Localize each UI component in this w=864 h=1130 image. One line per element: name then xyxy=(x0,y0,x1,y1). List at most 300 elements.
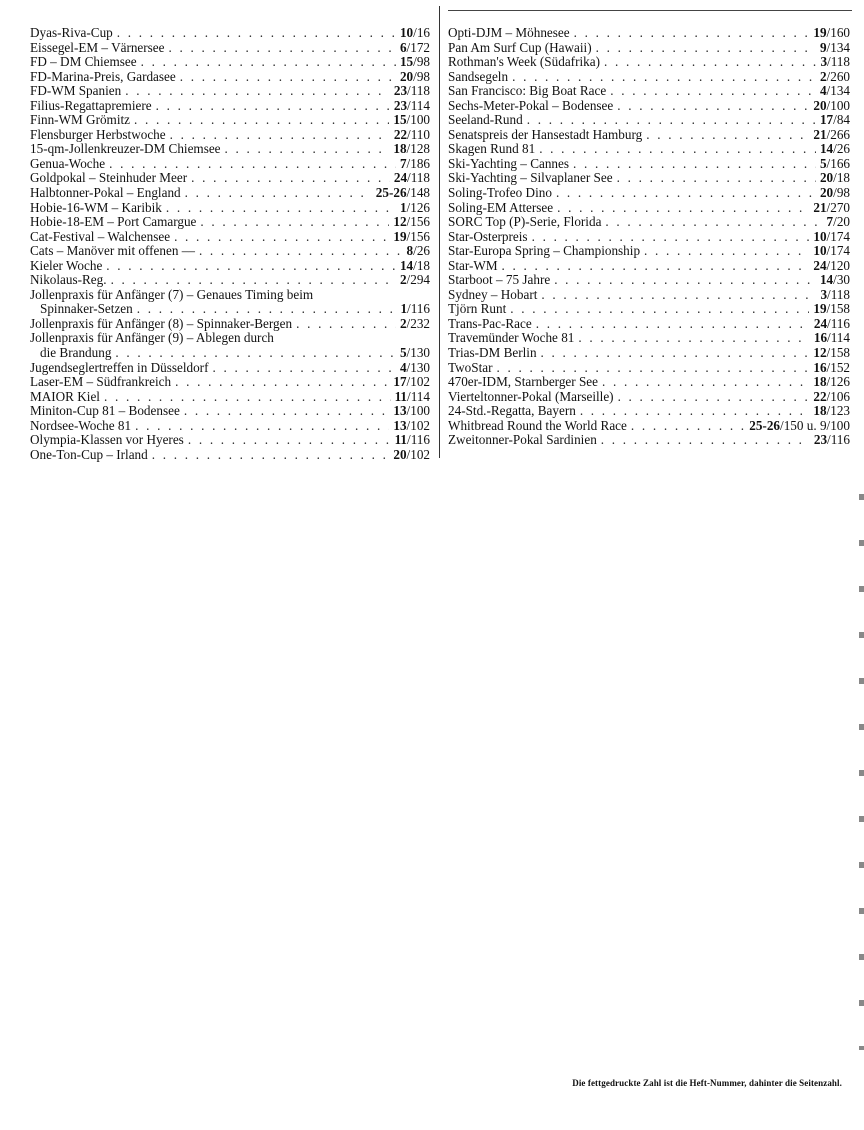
index-entry xyxy=(448,230,850,245)
dot-leader xyxy=(296,317,396,332)
dot-leader xyxy=(602,375,809,390)
page-number: 150 u. 9/100 xyxy=(783,417,850,433)
index-entry xyxy=(30,331,430,360)
index-entry xyxy=(448,142,850,157)
entry-reference: 17/84 xyxy=(819,112,850,128)
entry-reference: 14/26 xyxy=(819,141,850,157)
page-number: 126 xyxy=(830,374,850,390)
issue-number: 11 xyxy=(394,388,408,404)
index-entry xyxy=(448,99,850,114)
entry-row xyxy=(30,419,430,434)
page-number: 134 xyxy=(830,83,850,99)
page-number: 102 xyxy=(410,417,430,433)
entry-title: Sechs-Meter-Pokal – Bodensee xyxy=(448,97,614,113)
dot-leader xyxy=(510,302,809,317)
entry-row xyxy=(448,361,850,376)
index-entry xyxy=(448,302,850,317)
issue-number: 20 xyxy=(819,185,834,201)
dot-leader xyxy=(541,346,810,361)
entry-row xyxy=(30,404,430,419)
entry-title: Cat-Festival – Walchensee xyxy=(30,228,171,244)
column-divider xyxy=(439,6,440,458)
dot-leader xyxy=(512,70,816,85)
page-number: 160 xyxy=(830,25,850,40)
entry-title: Genua-Woche xyxy=(30,155,106,171)
entry-row xyxy=(448,390,850,405)
page-number: 260 xyxy=(830,68,850,84)
issue-number: 20 xyxy=(399,68,414,84)
issue-number: 17 xyxy=(819,112,834,128)
entry-row xyxy=(30,448,430,463)
entry-title: Star-WM xyxy=(448,257,498,273)
page-number: 114 xyxy=(410,388,430,404)
page-number: 102 xyxy=(410,446,430,462)
dot-leader xyxy=(617,99,809,114)
index-entry xyxy=(30,186,430,201)
page-number: 294 xyxy=(410,272,430,288)
issue-number: 20 xyxy=(393,446,407,462)
entry-row xyxy=(448,375,850,390)
issue-number: 2 xyxy=(819,68,827,84)
entry-title: Trans-Pac-Race xyxy=(448,315,532,331)
page-number: 16 xyxy=(416,25,430,40)
entry-row xyxy=(30,230,430,245)
entry-row xyxy=(30,244,430,259)
entry-title: Spinnaker-Setzen xyxy=(40,301,133,317)
page-number: 100 xyxy=(410,403,430,419)
entry-title: Finn-WM Grömitz xyxy=(30,112,130,128)
entry-title: Whitbread Round the World Race xyxy=(448,417,627,433)
issue-number: 23 xyxy=(393,97,408,113)
dot-leader xyxy=(125,84,390,99)
issue-number: 8 xyxy=(406,243,414,259)
dot-leader xyxy=(225,142,390,157)
issue-number: 9 xyxy=(819,39,827,55)
entry-reference: 18/123 xyxy=(813,403,850,419)
entry-title: Opti-DJM – Möhnesee xyxy=(448,25,570,40)
entry-title: Hobie-18-EM – Port Camargue xyxy=(30,214,197,230)
issue-number: 2 xyxy=(399,272,407,288)
dot-leader xyxy=(109,157,396,172)
entry-title: FD – DM Chiemsee xyxy=(30,54,137,70)
dot-leader xyxy=(610,84,816,99)
index-entry xyxy=(448,259,850,274)
dot-leader xyxy=(170,128,390,143)
entry-reference: 10/174 xyxy=(813,243,850,259)
index-entry xyxy=(448,273,850,288)
entry-title: Nikolaus-Reg. xyxy=(30,272,107,288)
dot-leader xyxy=(111,273,396,288)
dot-leader xyxy=(188,433,391,448)
entry-title: Flensburger Herbstwoche xyxy=(30,126,166,142)
issue-number: 11 xyxy=(394,432,408,448)
index-entry xyxy=(448,186,850,201)
issue-number: 19 xyxy=(813,25,827,40)
entry-title: Kieler Woche xyxy=(30,257,103,273)
entry-row xyxy=(30,128,430,143)
index-entry xyxy=(448,55,850,70)
issue-number: 22 xyxy=(813,388,827,404)
index-entry xyxy=(30,361,430,376)
issue-number: 13 xyxy=(393,403,407,419)
index-entry xyxy=(448,331,850,346)
entry-row xyxy=(448,215,850,230)
entry-row xyxy=(448,55,850,70)
entry-title: Skagen Rund 81 xyxy=(448,141,536,157)
entry-title-line: Jollenpraxis für Anfänger (7) – Genaues Timing beim xyxy=(30,286,314,302)
page-number: 186 xyxy=(410,155,430,171)
index-entry xyxy=(448,361,850,376)
entry-row xyxy=(448,128,850,143)
entry-reference: 21/266 xyxy=(813,126,850,142)
index-entry xyxy=(30,390,430,405)
dot-leader xyxy=(152,448,390,463)
entry-title: Dyas-Riva-Cup xyxy=(30,25,113,40)
dot-leader xyxy=(631,419,745,434)
entry-row xyxy=(448,201,850,216)
page-number: 126 xyxy=(410,199,430,215)
issue-number: 15 xyxy=(393,112,407,128)
dot-leader xyxy=(596,41,816,56)
dot-leader xyxy=(556,186,816,201)
entry-row xyxy=(30,113,430,128)
entry-title: Zweitonner-Pokal Sardinien xyxy=(448,432,597,448)
index-entry xyxy=(448,84,850,99)
index-entry xyxy=(30,230,430,245)
footnote: Die fettgedruckte Zahl ist die Heft-Nummer, dahinter die Seitenzahl. xyxy=(572,1078,842,1088)
issue-number: 4 xyxy=(819,83,827,99)
entry-row xyxy=(30,317,430,332)
entry-reference: 20/102 xyxy=(393,446,430,462)
dot-leader xyxy=(174,230,389,245)
entry-reference: 22/106 xyxy=(813,388,850,404)
entry-row xyxy=(448,259,850,274)
index-entry xyxy=(30,404,430,419)
page-number: 130 xyxy=(410,359,430,375)
entry-reference: 16/152 xyxy=(813,359,850,375)
entry-row xyxy=(448,404,850,419)
page-number: 118 xyxy=(410,83,430,99)
entry-title: Star-Europa Spring – Championship xyxy=(448,243,641,259)
index-entry xyxy=(30,419,430,434)
scan-edge-marks xyxy=(859,470,864,1050)
page-number: 20 xyxy=(836,214,850,230)
issue-number: 12 xyxy=(393,214,407,230)
entry-title: FD-Marina-Preis, Gardasee xyxy=(30,68,176,84)
page-number: 156 xyxy=(410,214,430,230)
issue-number: 16 xyxy=(813,330,828,346)
index-entry xyxy=(30,244,430,259)
index-entry xyxy=(30,375,430,390)
index-entry xyxy=(448,375,850,390)
issue-number: 23 xyxy=(813,432,828,448)
entry-title: Seeland-Rund xyxy=(448,112,523,128)
issue-number: 21 xyxy=(813,199,827,215)
entry-reference: 1/116 xyxy=(400,301,430,317)
issue-number: 6 xyxy=(399,39,407,55)
page-number: 98 xyxy=(416,54,430,70)
entry-title: Star-Osterpreis xyxy=(448,228,528,244)
dot-leader xyxy=(141,55,396,70)
issue-number: 19 xyxy=(813,301,827,317)
dot-leader xyxy=(502,259,810,274)
entry-row xyxy=(30,55,430,70)
entry-reference: 7/20 xyxy=(826,214,850,230)
entry-reference: 23/118 xyxy=(393,83,430,99)
issue-number: 3 xyxy=(820,286,828,302)
entry-title: Senatspreis der Hansestadt Hamburg xyxy=(448,126,643,142)
entry-row xyxy=(30,302,430,317)
entry-row xyxy=(30,433,430,448)
entry-row xyxy=(448,186,850,201)
index-entry xyxy=(448,419,850,434)
dot-leader xyxy=(166,201,396,216)
issue-number: 16 xyxy=(813,359,827,375)
issue-number: 10 xyxy=(399,25,414,40)
entry-row xyxy=(30,259,430,274)
page-number: 270 xyxy=(830,199,850,215)
entry-reference: 15/98 xyxy=(399,54,430,70)
dot-leader xyxy=(532,230,810,245)
dot-leader xyxy=(605,215,822,230)
index-entry xyxy=(448,70,850,85)
page-number: 98 xyxy=(416,68,430,84)
index-column-right xyxy=(448,26,850,448)
entry-title: Starboot – 75 Jahre xyxy=(448,272,551,288)
entry-title: Olympia-Klassen vor Hyeres xyxy=(30,432,184,448)
index-entry xyxy=(448,317,850,332)
issue-number: 5 xyxy=(819,155,827,171)
issue-number: 1 xyxy=(399,199,407,215)
entry-reference: 5/166 xyxy=(819,155,850,171)
dot-leader xyxy=(117,26,396,41)
index-entry xyxy=(30,41,430,56)
index-entry xyxy=(30,433,430,448)
issue-number: 14 xyxy=(819,141,834,157)
index-entry xyxy=(448,128,850,143)
entry-title: Nordsee-Woche 81 xyxy=(30,417,132,433)
entry-title: Goldpokal – Steinhuder Meer xyxy=(30,170,188,186)
index-entry xyxy=(448,288,850,303)
entry-reference: 12/156 xyxy=(393,214,430,230)
entry-reference: 5/130 xyxy=(399,345,430,361)
entry-reference: 10/174 xyxy=(813,228,850,244)
index-entry xyxy=(30,317,430,332)
entry-reference: 2/260 xyxy=(819,68,850,84)
dot-leader xyxy=(527,113,816,128)
index-entry xyxy=(30,142,430,157)
entry-reference: 20/98 xyxy=(399,68,430,84)
dot-leader xyxy=(212,361,395,376)
dot-leader xyxy=(106,259,396,274)
entry-row xyxy=(30,84,430,99)
index-entry xyxy=(30,84,430,99)
page-number: 18 xyxy=(836,170,850,186)
issue-number: 25-26 xyxy=(749,417,781,433)
page-number: 100 xyxy=(410,112,430,128)
entry-title: Hobie-16-WM – Karibik xyxy=(30,199,162,215)
dot-leader xyxy=(536,317,810,332)
entry-row xyxy=(448,288,850,303)
issue-number: 20 xyxy=(813,97,827,113)
entry-row xyxy=(30,41,430,56)
index-entry xyxy=(30,113,430,128)
issue-number: 18 xyxy=(813,374,827,390)
dot-leader xyxy=(104,390,391,405)
index-entry xyxy=(448,390,850,405)
index-entry xyxy=(30,55,430,70)
issue-number: 2 xyxy=(399,315,407,331)
entry-reference: 18/128 xyxy=(393,141,430,157)
entry-row xyxy=(448,113,850,128)
entry-row xyxy=(448,433,850,448)
entry-row xyxy=(30,273,430,288)
entry-title: SORC Top (P)-Serie, Florida xyxy=(448,214,602,230)
dot-leader xyxy=(580,404,810,419)
issue-number: 15 xyxy=(399,54,414,70)
dot-leader xyxy=(137,302,397,317)
dot-leader xyxy=(184,404,390,419)
index-entry xyxy=(30,26,430,41)
entry-reference: 11/114 xyxy=(394,388,430,404)
dot-leader xyxy=(604,55,816,70)
index-entry xyxy=(30,273,430,288)
entry-reference: 17/102 xyxy=(393,374,430,390)
entry-reference: 22/110 xyxy=(393,126,430,142)
dot-leader xyxy=(557,201,809,216)
entry-reference: 8/26 xyxy=(406,243,430,259)
entry-reference: 20/18 xyxy=(819,170,850,186)
entry-reference: 19/160 xyxy=(813,25,850,40)
dot-leader xyxy=(646,128,809,143)
issue-number: 7 xyxy=(399,155,407,171)
page-number: 116 xyxy=(830,315,850,331)
top-rule xyxy=(448,10,852,11)
entry-title: TwoStar xyxy=(448,359,493,375)
entry-title: Tjörn Runt xyxy=(448,301,507,317)
index-entry xyxy=(448,433,850,448)
index-entry xyxy=(30,448,430,463)
entry-title: Jugendseglertreffen in Düsseldorf xyxy=(30,359,209,375)
entry-title: Travemünder Woche 81 xyxy=(448,330,575,346)
entry-reference: 3/118 xyxy=(820,54,850,70)
issue-number: 5 xyxy=(399,345,407,361)
index-entry xyxy=(448,113,850,128)
entry-reference: 14/30 xyxy=(819,272,850,288)
entry-title: Vierteltonner-Pokal (Marseille) xyxy=(448,388,614,404)
page-number: 84 xyxy=(836,112,850,128)
entry-row xyxy=(448,230,850,245)
dot-leader xyxy=(541,288,816,303)
entry-reference: 4/130 xyxy=(399,359,430,375)
issue-number: 1 xyxy=(400,301,408,317)
dot-leader xyxy=(134,113,389,128)
entry-row xyxy=(448,142,850,157)
dot-leader xyxy=(199,244,403,259)
page-number: 118 xyxy=(410,170,430,186)
entry-title: Pan Am Surf Cup (Hawaii) xyxy=(448,39,592,55)
index-entry xyxy=(30,201,430,216)
entry-title: FD-WM Spanien xyxy=(30,83,122,99)
entry-row xyxy=(30,201,430,216)
page-number: 26 xyxy=(836,141,850,157)
entry-title: Sydney – Hobart xyxy=(448,286,538,302)
dot-leader xyxy=(574,26,810,41)
entry-title: One-Ton-Cup – Irland xyxy=(30,446,148,462)
entry-row xyxy=(30,99,430,114)
dot-leader xyxy=(617,171,816,186)
entry-reference: 13/100 xyxy=(393,403,430,419)
page-number: 18 xyxy=(416,257,430,273)
dot-leader xyxy=(618,390,810,405)
entry-reference: 19/156 xyxy=(393,228,430,244)
issue-number: 18 xyxy=(393,141,407,157)
dot-leader xyxy=(156,99,390,114)
page-number: 118 xyxy=(830,54,850,70)
issue-number: 12 xyxy=(813,345,827,361)
dot-leader xyxy=(601,433,810,448)
page-number: 134 xyxy=(830,39,850,55)
entry-reference: 16/114 xyxy=(813,330,850,346)
entry-title: Halbtonner-Pokal – England xyxy=(30,185,181,201)
issue-number: 3 xyxy=(820,54,828,70)
entry-reference: 21/270 xyxy=(813,199,850,215)
issue-number: 10 xyxy=(813,243,827,259)
dot-leader xyxy=(200,215,389,230)
entry-reference: 25-26/148 xyxy=(375,185,430,201)
entry-title: San Francisco: Big Boat Race xyxy=(448,83,607,99)
entry-row xyxy=(448,302,850,317)
issue-number: 13 xyxy=(393,417,407,433)
index-entry xyxy=(30,157,430,172)
page-number: 120 xyxy=(830,257,850,273)
entry-reference: 1/126 xyxy=(399,199,430,215)
page-number: 98 xyxy=(836,185,850,201)
page-number: 172 xyxy=(410,39,430,55)
page-number: 130 xyxy=(410,345,430,361)
entry-row xyxy=(448,99,850,114)
index-entry xyxy=(448,201,850,216)
page-number: 158 xyxy=(830,301,850,317)
entry-reference: 13/102 xyxy=(393,417,430,433)
entry-reference: 4/134 xyxy=(819,83,850,99)
entry-row xyxy=(30,70,430,85)
entry-reference: 12/158 xyxy=(813,345,850,361)
entry-row xyxy=(448,346,850,361)
entry-title: Cats – Manöver mit offenen –– xyxy=(30,243,195,259)
entry-reference: 20/98 xyxy=(819,185,850,201)
entry-reference: 2/294 xyxy=(399,272,430,288)
issue-number: 17 xyxy=(393,374,407,390)
entry-title: Sandsegeln xyxy=(448,68,509,84)
issue-number: 24 xyxy=(813,257,827,273)
entry-row xyxy=(30,142,430,157)
dot-leader xyxy=(539,142,816,157)
entry-row xyxy=(448,244,850,259)
entry-row xyxy=(30,215,430,230)
index-entry xyxy=(448,244,850,259)
entry-title: 24-Std.-Regatta, Bayern xyxy=(448,403,576,419)
dot-leader xyxy=(644,244,809,259)
page-number: 102 xyxy=(410,374,430,390)
entry-row xyxy=(30,26,430,41)
issue-number: 24 xyxy=(393,170,408,186)
entry-reference: 20/100 xyxy=(813,97,850,113)
entry-reference: 10/16 xyxy=(399,25,430,40)
index-entry xyxy=(30,215,430,230)
page-number: 266 xyxy=(830,126,850,142)
entry-title: Jollenpraxis für Anfänger (8) – Spinnaker-Bergen xyxy=(30,315,293,331)
